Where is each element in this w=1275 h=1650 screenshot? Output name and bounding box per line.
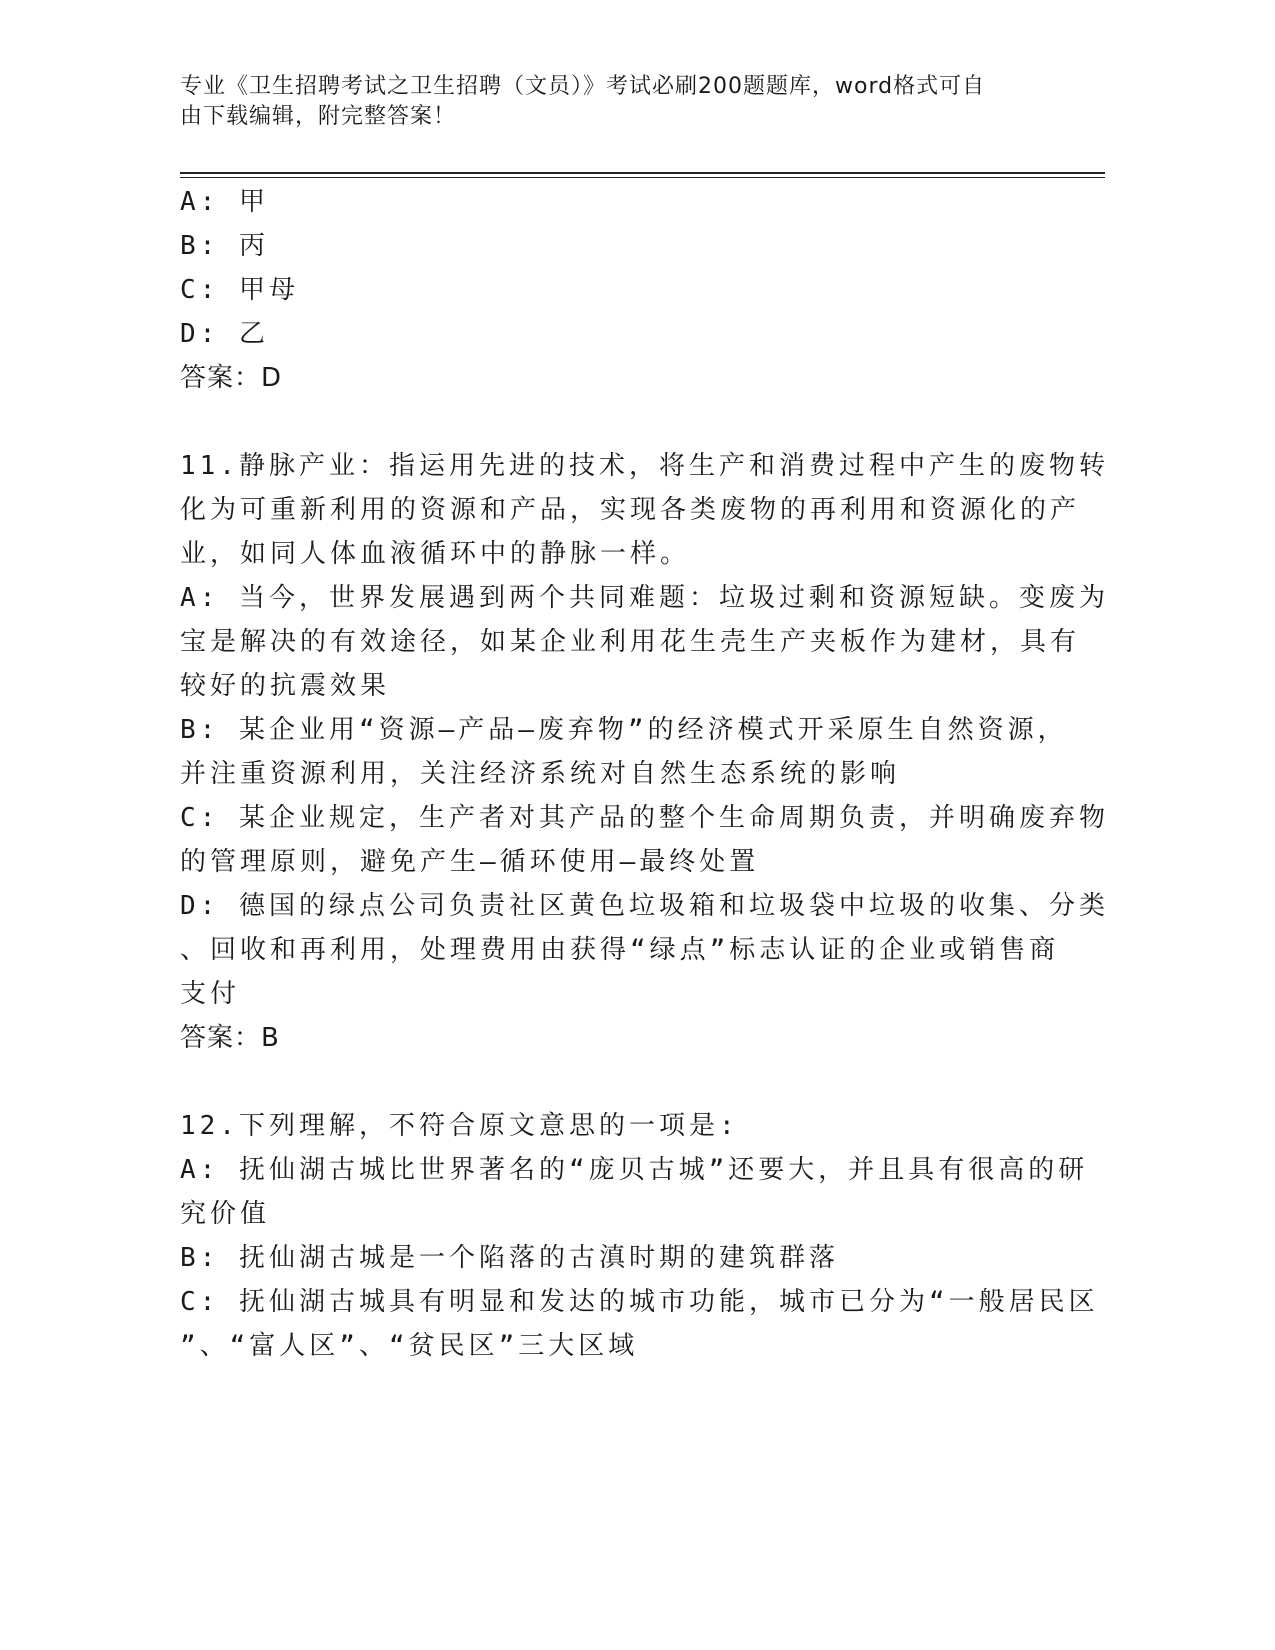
q11-stem-line-1: 11.静脉产业：指运用先进的技术，将生产和消费过程中产生的废物转 xyxy=(180,451,1109,481)
header-line-1: 专业《卫生招聘考试之卫生招聘（文员）》考试必刷200题题库，word格式可自 xyxy=(180,74,986,99)
q11-option-b-line-2: 并注重资源利用，关注经济系统对自然生态系统的影响 xyxy=(180,759,901,789)
q10-answer: 答案：D xyxy=(180,363,283,393)
spacer xyxy=(180,1060,1040,1104)
header-divider-thin xyxy=(180,177,1105,178)
q12-option-c-line-1: C: 抚仙湖古城具有明显和发达的城市功能，城市已分为“一般居民区 xyxy=(180,1287,1099,1317)
q11-option-a-line-2: 宝是解决的有效途径，如某企业利用花生壳生产夹板作为建材，具有 xyxy=(180,627,1081,657)
q12-option-b: B: 抚仙湖古城是一个陷落的古滇时期的建筑群落 xyxy=(180,1243,839,1273)
q11-option-d-line-1: D: 德国的绿点公司负责社区黄色垃圾箱和垃圾袋中垃圾的收集、分类 xyxy=(180,891,1109,921)
q11-answer: 答案：B xyxy=(180,1023,280,1053)
q12-stem: 12.下列理解，不符合原文意思的一项是: xyxy=(180,1111,739,1141)
q11-option-a-line-1: A: 当今，世界发展遇到两个共同难题：垃圾过剩和资源短缺。变废为 xyxy=(180,583,1109,613)
q11-stem-line-3: 业，如同人体血液循环中的静脉一样。 xyxy=(180,539,691,569)
q11-option-d-line-2: 、回收和再利用，处理费用由获得“绿点”标志认证的企业或销售商 xyxy=(180,935,1060,965)
q11-stem-line-2: 化为可重新利用的资源和产品，实现各类废物的再利用和资源化的产 xyxy=(180,495,1081,525)
q11-option-c-line-1: C: 某企业规定，生产者对其产品的整个生命周期负责，并明确废弃物 xyxy=(180,803,1109,833)
q12-option-c-line-2: ”、“富人区”、“贫民区”三大区域 xyxy=(180,1331,639,1361)
q10-option-a: A: 甲 xyxy=(180,187,269,217)
q12-option-a-line-2: 究价值 xyxy=(180,1199,271,1229)
header-line-2: 由下载编辑，附完整答案！ xyxy=(180,104,457,129)
q10-option-b: B: 丙 xyxy=(180,231,269,261)
q12-option-a-line-1: A: 抚仙湖古城比世界著名的“庞贝古城”还要大，并且具有很高的研 xyxy=(180,1155,1089,1185)
q10-option-d: D: 乙 xyxy=(180,319,269,349)
q10-option-c: C: 甲母 xyxy=(180,275,299,305)
header-divider-thick xyxy=(180,172,1105,174)
q11-option-a-line-3: 较好的抗震效果 xyxy=(180,671,391,701)
spacer xyxy=(180,400,1040,444)
document-header xyxy=(180,72,1060,132)
q11-option-c-line-2: 的管理原则，避免产生—循环使用—最终处置 xyxy=(180,847,760,877)
q11-option-d-line-3: 支付 xyxy=(180,979,241,1009)
q11-option-b-line-1: B: 某企业用“资源—产品—废弃物”的经济模式开采原生自然资源， xyxy=(180,715,1068,745)
question-content xyxy=(180,180,1109,1368)
